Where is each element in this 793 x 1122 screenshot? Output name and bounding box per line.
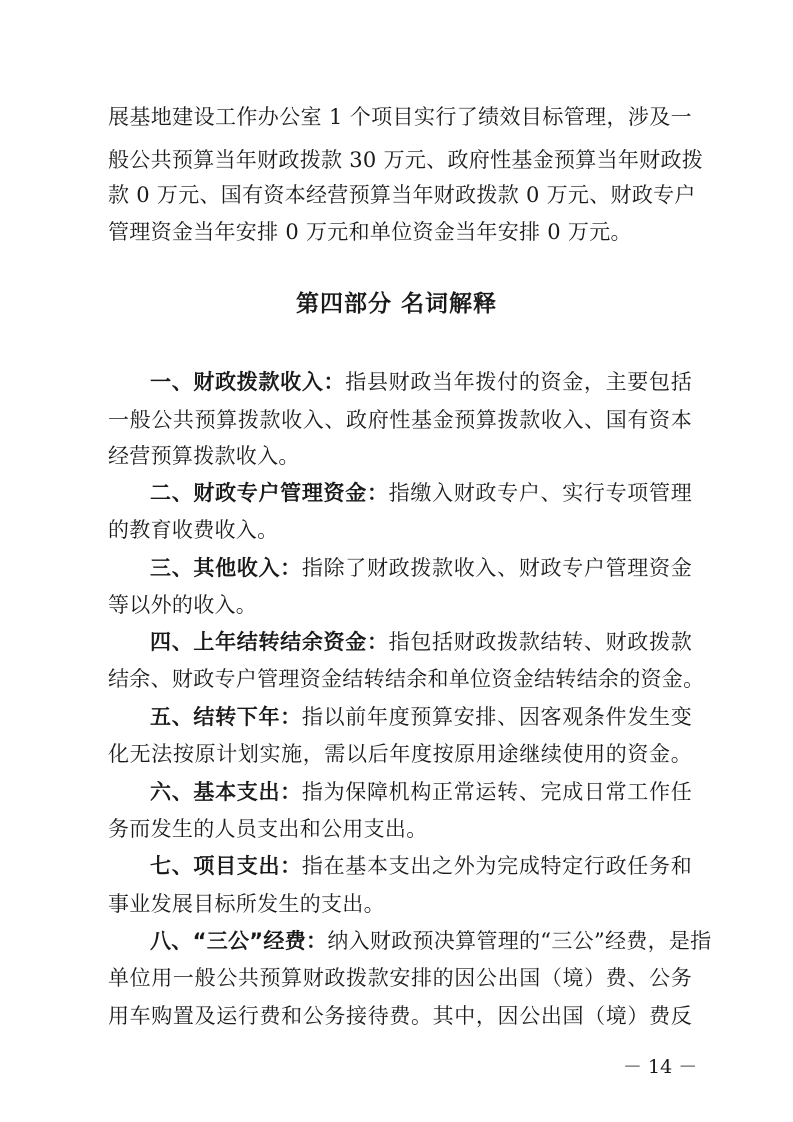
definition-8-text: 纳入财政预决算管理的“三公”经费，是指 [327, 929, 712, 953]
intro-line-3: 款 0 万元、国有资本经营预算当年财政拨款 0 万元、财政专户 [108, 183, 696, 207]
definition-4-line-2: 结余、财政专户管理资金结转结余和单位资金结转结余的资金。 [108, 667, 705, 691]
definition-7-line-2: 事业发展目标所发生的支出。 [108, 892, 385, 916]
definition-3-term: 三、其他收入： [150, 556, 302, 580]
definition-5-term: 五、结转下年： [150, 705, 302, 729]
definition-7-term: 七、项目支出： [150, 854, 302, 878]
definition-6-line-2: 务而发生的人员支出和公用支出。 [108, 817, 428, 841]
definition-1-term: 一、财政拨款收入： [150, 370, 346, 394]
definition-4-term: 四、上年结转结余资金： [150, 630, 389, 654]
definition-6-term: 六、基本支出： [150, 780, 302, 804]
definition-3-text: 指除了财政拨款收入、财政专户管理资金 [301, 556, 692, 580]
definition-1-line-3: 经营预算拨款收入。 [108, 444, 300, 468]
intro-line-4: 管理资金当年安排 0 万元和单位资金当年安排 0 万元。 [108, 220, 632, 244]
definition-1-text: 指县财政当年拨付的资金，主要包括 [345, 370, 692, 394]
intro-line-2: 般公共预算当年财政拨款 30 万元、政府性基金预算当年财政拨 [108, 148, 704, 172]
definition-2-term: 二、财政专户管理资金： [150, 481, 389, 505]
definition-7-first-line [150, 851, 692, 881]
definition-1-first-line [150, 367, 692, 397]
definition-8-first-line [150, 926, 712, 956]
definition-3-line-2: 等以外的收入。 [108, 593, 258, 617]
definition-8-line-2: 单位用一般公共预算财政拨款安排的因公出国（境）费、公务 [108, 966, 692, 990]
definition-1-line-2: 一般公共预算拨款收入、政府性基金预算拨款收入、国有资本 [108, 408, 692, 432]
definition-7-text: 指在基本支出之外为完成特定行政任务和 [301, 854, 692, 878]
definition-2-first-line [150, 478, 692, 508]
definition-8-term: 八、“三公”经费： [150, 929, 328, 953]
definition-2-line-2: 的教育收费收入。 [108, 518, 279, 542]
definition-5-line-2: 化无法按原计划实施，需以后年度按原用途继续使用的资金。 [108, 742, 692, 766]
definition-6-text: 指为保障机构正常运转、完成日常工作任 [301, 780, 692, 804]
section-title: 第四部分 名词解释 [295, 291, 497, 317]
intro-line-1: 展基地建设工作办公室 1 个项目实行了绩效目标管理，涉及一 [108, 105, 692, 129]
definition-5-text: 指以前年度预算安排、因客观条件发生变 [301, 705, 692, 729]
definition-5-first-line [150, 702, 692, 732]
definition-2-text: 指缴入财政专户、实行专项管理 [388, 481, 692, 505]
page-number: － 14 － [623, 1056, 698, 1078]
definition-4-text: 指包括财政拨款结转、财政拨款 [388, 630, 692, 654]
definition-4-first-line [150, 627, 692, 657]
definition-3-first-line [150, 553, 692, 583]
definition-8-line-3: 用车购置及运行费和公务接待费。其中，因公出国（境）费反 [108, 1004, 692, 1028]
definition-6-first-line [150, 777, 692, 807]
